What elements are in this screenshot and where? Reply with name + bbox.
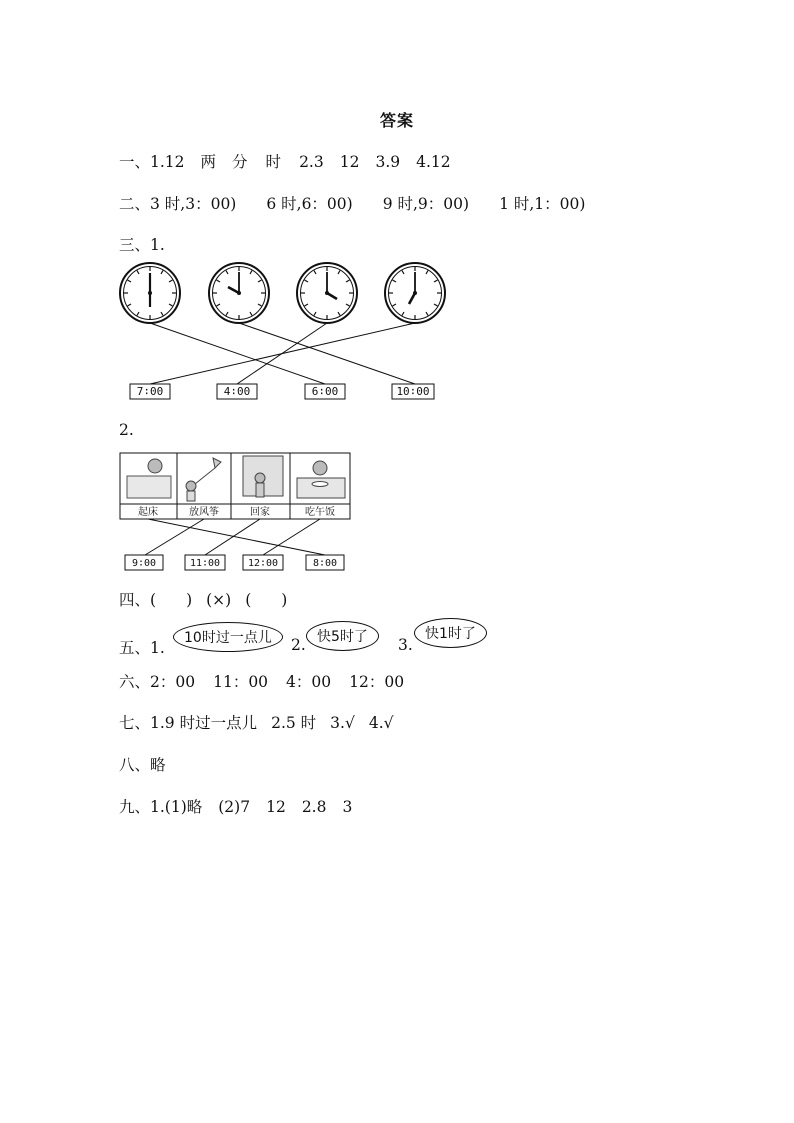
s5-number: 2. bbox=[291, 636, 306, 654]
activity-label: 起床 bbox=[138, 507, 158, 518]
s1-item: 3.9 bbox=[375, 153, 401, 171]
time-label: 9∶00 bbox=[131, 558, 157, 569]
s1-item: 时 bbox=[265, 153, 282, 171]
s4-item: ) bbox=[281, 591, 288, 609]
s4-item: 四、( bbox=[119, 591, 157, 609]
s4-item: ) bbox=[186, 591, 193, 609]
time-label: 7∶00 bbox=[136, 385, 164, 398]
time-label: 11∶00 bbox=[189, 558, 221, 569]
s2-item: 9 时,9：00) bbox=[382, 195, 470, 213]
s2-item: 1 时,1：00) bbox=[499, 195, 586, 213]
s1-item: 12 bbox=[339, 153, 360, 171]
time-label: 12∶00 bbox=[247, 558, 279, 569]
s1-item: 两 bbox=[200, 153, 217, 171]
s6-item: 六、2：00 bbox=[119, 673, 196, 691]
s9-item: 3 bbox=[342, 798, 353, 816]
time-label: 8∶00 bbox=[312, 558, 338, 569]
page-title: 答案 bbox=[379, 111, 414, 130]
time-label: 4∶00 bbox=[223, 385, 251, 398]
clock-face-7 bbox=[385, 263, 445, 323]
s1-item: 一、1.12 bbox=[119, 153, 185, 171]
time-label: 6∶00 bbox=[311, 385, 339, 398]
activity-matching-diagram bbox=[115, 448, 355, 574]
matching-lines bbox=[145, 519, 325, 555]
s7-item: 2.5 时 bbox=[271, 714, 317, 732]
s2-item: 6 时,6：00) bbox=[266, 195, 353, 213]
home-picture bbox=[243, 456, 283, 497]
clock-face-4 bbox=[297, 263, 357, 323]
answer-bubble-2: 快5时了 bbox=[306, 621, 379, 651]
s6-item: 4：00 bbox=[286, 673, 332, 691]
time-label: 10∶00 bbox=[396, 385, 430, 398]
s4-item: (×) bbox=[206, 591, 232, 609]
answer-bubble-3: 快1时了 bbox=[414, 618, 487, 648]
answer-section-7 bbox=[119, 711, 394, 733]
clock-face-10 bbox=[209, 263, 269, 323]
answer-section-8: 八、略 bbox=[119, 756, 166, 774]
s6-item: 11：00 bbox=[213, 673, 269, 691]
s9-item: 12 bbox=[266, 798, 286, 816]
s7-item: 七、1.9 时过一点儿 bbox=[119, 714, 258, 732]
activity-label: 放风筝 bbox=[189, 507, 219, 518]
answer-section-6 bbox=[119, 670, 404, 692]
clock-face-12 bbox=[120, 263, 180, 323]
answer-section-2 bbox=[119, 192, 585, 214]
clock-matching-diagram bbox=[115, 262, 455, 404]
answer-section-4 bbox=[119, 588, 287, 610]
s7-item: 3.√ bbox=[330, 714, 355, 732]
answer-section-9 bbox=[119, 795, 352, 817]
answer-section-3-2-label: 2. bbox=[119, 421, 134, 439]
s2-item: 二、3 时,3：00) bbox=[119, 195, 237, 213]
s9-item: (2)7 bbox=[218, 798, 251, 816]
s1-item: 2.3 bbox=[299, 153, 324, 171]
answer-section-5-label: 五、1. bbox=[119, 639, 165, 657]
answer-bubble-1: 10时过一点儿 bbox=[173, 622, 283, 652]
s4-item: ( bbox=[245, 591, 252, 609]
s9-item: 九、1.(1)略 bbox=[119, 798, 203, 816]
activity-label: 吃午饭 bbox=[305, 507, 335, 518]
answer-section-3-label: 三、1. bbox=[119, 236, 165, 254]
s1-item: 分 bbox=[232, 153, 248, 171]
s1-item: 4.12 bbox=[416, 153, 451, 171]
s7-item: 4.√ bbox=[368, 714, 394, 732]
s9-item: 2.8 bbox=[301, 798, 327, 816]
s6-item: 12：00 bbox=[349, 673, 405, 691]
activity-label: 回家 bbox=[250, 507, 270, 518]
s5-number: 3. bbox=[398, 636, 413, 654]
answer-section-1 bbox=[119, 150, 451, 172]
matching-lines bbox=[150, 323, 415, 384]
